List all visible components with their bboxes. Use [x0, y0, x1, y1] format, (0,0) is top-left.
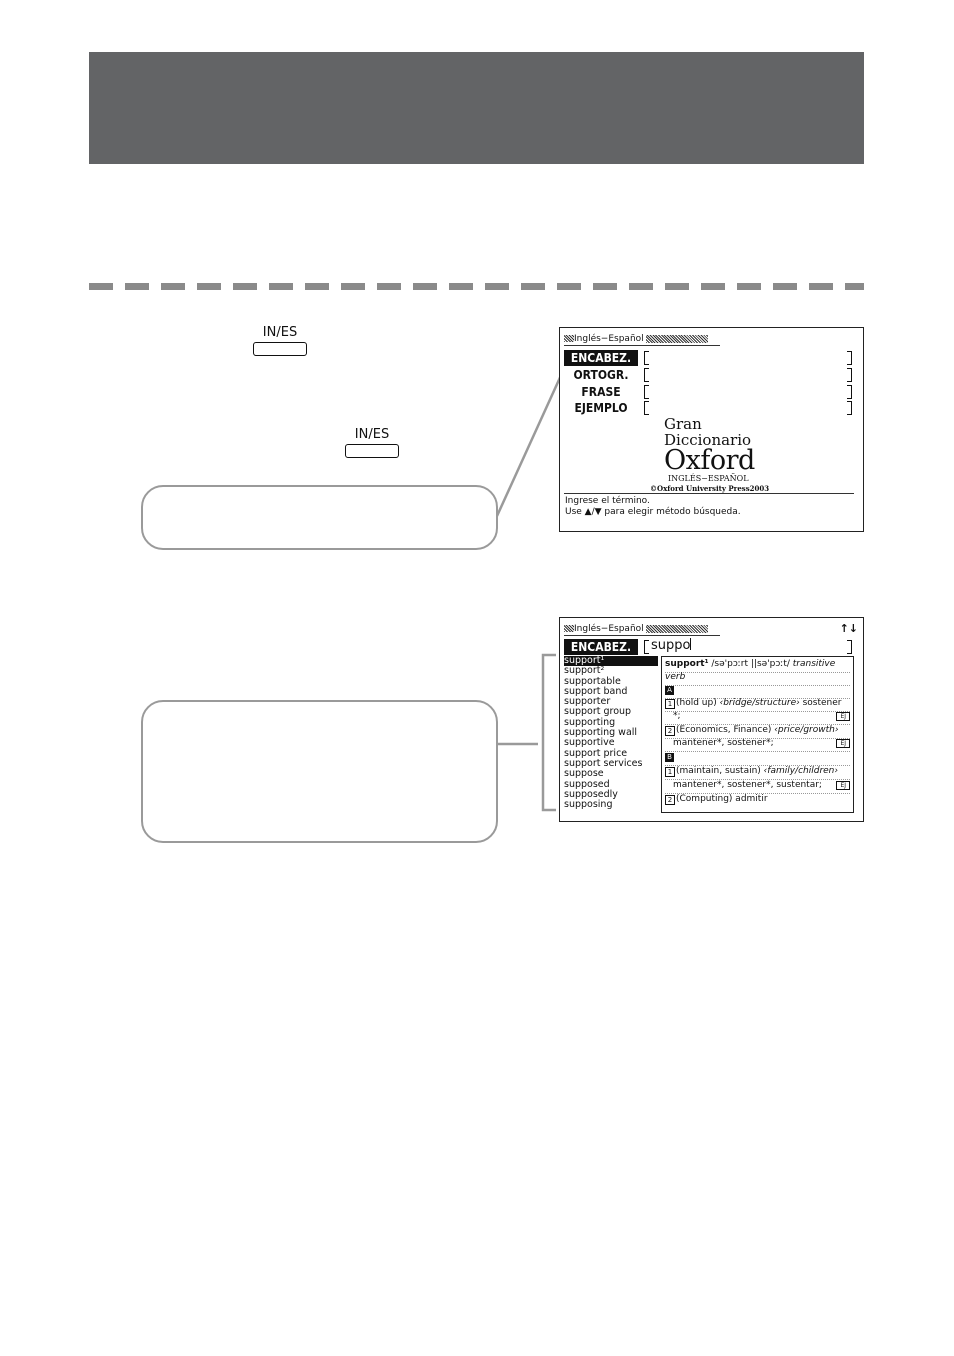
preview-pos: verb [665, 672, 686, 682]
hatch-icon [564, 335, 574, 342]
list-item[interactable]: support² [564, 665, 605, 677]
logo-line: Gran [664, 415, 702, 433]
connector-line-1 [497, 360, 568, 516]
word-list[interactable] [564, 656, 658, 810]
dictionary-title: Inglés−Español [574, 624, 644, 634]
preview-pronunciation: /sə'pɔːrt ||sə'pɔːt/ [708, 659, 793, 669]
list-item[interactable]: supporting wall [564, 727, 638, 739]
list-item[interactable]: support¹ [564, 656, 658, 666]
logo-line: Diccionario [664, 431, 752, 449]
mode-row-ejemplo[interactable] [564, 400, 854, 416]
list-item[interactable]: support band [564, 685, 628, 697]
sense-text: (maintain, sustain) [676, 766, 764, 776]
list-item[interactable]: supportable [564, 675, 621, 687]
list-item[interactable]: supposed [564, 778, 610, 790]
search-input[interactable] [644, 385, 852, 399]
list-item[interactable]: supposedly [564, 788, 618, 800]
hint-text: Ingrese el término. [565, 496, 650, 506]
mode-row-encabez[interactable] [564, 639, 854, 655]
callout-box-2 [141, 700, 498, 843]
device-screen-search-menu [559, 327, 864, 532]
preview-line [665, 659, 850, 673]
hatch-bar-icon [646, 625, 708, 633]
search-input[interactable] [644, 401, 852, 415]
example-icon: EJ [836, 712, 850, 721]
list-item[interactable]: support group [564, 706, 632, 718]
logo-line: Oxford [664, 445, 755, 476]
search-input[interactable] [644, 640, 852, 654]
sense-continuation: mantener*, sostener*, sustentar; [673, 780, 822, 790]
preview-line [665, 685, 850, 699]
list-item[interactable]: support services [564, 757, 643, 769]
key-label: IN/ES [354, 427, 390, 442]
sense-number: 2 [665, 795, 675, 805]
logo-line: INGLÉS−ESPAÑOL [668, 474, 749, 483]
list-item[interactable]: supportive [564, 737, 615, 749]
preview-line [665, 698, 850, 712]
search-input[interactable] [644, 368, 852, 382]
search-input-value: suppo [651, 638, 691, 653]
list-item[interactable]: supporting [564, 716, 616, 728]
logo-line: ©Oxford University Press2003 [650, 484, 770, 493]
hatch-bar-icon [646, 335, 708, 343]
dictionary-title: Inglés−Español [574, 334, 644, 344]
sense-context: ‹family/children› [763, 766, 838, 776]
example-icon: EJ [836, 739, 850, 748]
oxford-logo [650, 415, 770, 494]
list-item[interactable]: support price [564, 747, 628, 759]
sense-number: 1 [665, 699, 675, 709]
preview-line [665, 766, 850, 780]
mode-row-ortogr[interactable] [564, 367, 854, 383]
sense-context: ‹price/growth› [774, 725, 839, 735]
preview-line [665, 711, 850, 725]
mode-row-frase[interactable] [564, 384, 854, 400]
callout-box-1 [141, 485, 498, 550]
sense-text: (hold up) [676, 698, 720, 708]
section-b-tag: B [665, 753, 674, 762]
sense-number: 1 [665, 767, 675, 777]
section-a-tag: A [665, 686, 674, 695]
preview-line [665, 672, 850, 686]
search-input[interactable] [644, 351, 852, 365]
sense-continuation: *; [673, 711, 681, 721]
screen-title-bar [564, 624, 720, 636]
sort-arrows-icon: ↑↓ [839, 622, 858, 635]
list-item[interactable]: suppose [564, 768, 604, 780]
list-item[interactable]: supposing [564, 799, 613, 811]
mode-row-encabez[interactable] [564, 350, 854, 366]
preview-line [665, 752, 850, 766]
screen-title-bar [564, 334, 720, 346]
mode-label: ORTOGR. [573, 368, 629, 382]
preview-line [665, 725, 850, 739]
mode-label: ENCABEZ. [564, 639, 638, 655]
hint-text: Use ▲/▼ para elegir método búsqueda. [565, 507, 741, 517]
list-bracket [543, 655, 556, 810]
mode-label: EJEMPLO [574, 401, 628, 415]
sense-text: (Computing) admitir [676, 794, 768, 804]
preview-pos: transitive [792, 659, 836, 669]
mode-label: ENCABEZ. [564, 350, 638, 366]
preview-line [665, 738, 850, 752]
example-icon: EJ [836, 781, 850, 790]
entry-preview-pane [661, 656, 854, 813]
sense-context: ‹bridge/structure› [719, 698, 800, 708]
sense-translation: sostener [799, 698, 842, 708]
list-item[interactable]: supporter [564, 696, 611, 708]
hatch-icon [564, 625, 574, 632]
hint-divider [564, 493, 854, 494]
sense-number: 2 [665, 726, 675, 736]
key-label: IN/ES [262, 325, 298, 340]
preview-line [665, 794, 850, 807]
mode-label: FRASE [581, 385, 621, 399]
device-screen-word-list [559, 617, 864, 822]
text-caret [690, 638, 691, 650]
sense-continuation: mantener*, sostener*; [673, 738, 774, 748]
preview-headword: support¹ [665, 659, 709, 669]
preview-line [665, 780, 850, 794]
sense-text: (Economics, Finance) [676, 725, 775, 735]
